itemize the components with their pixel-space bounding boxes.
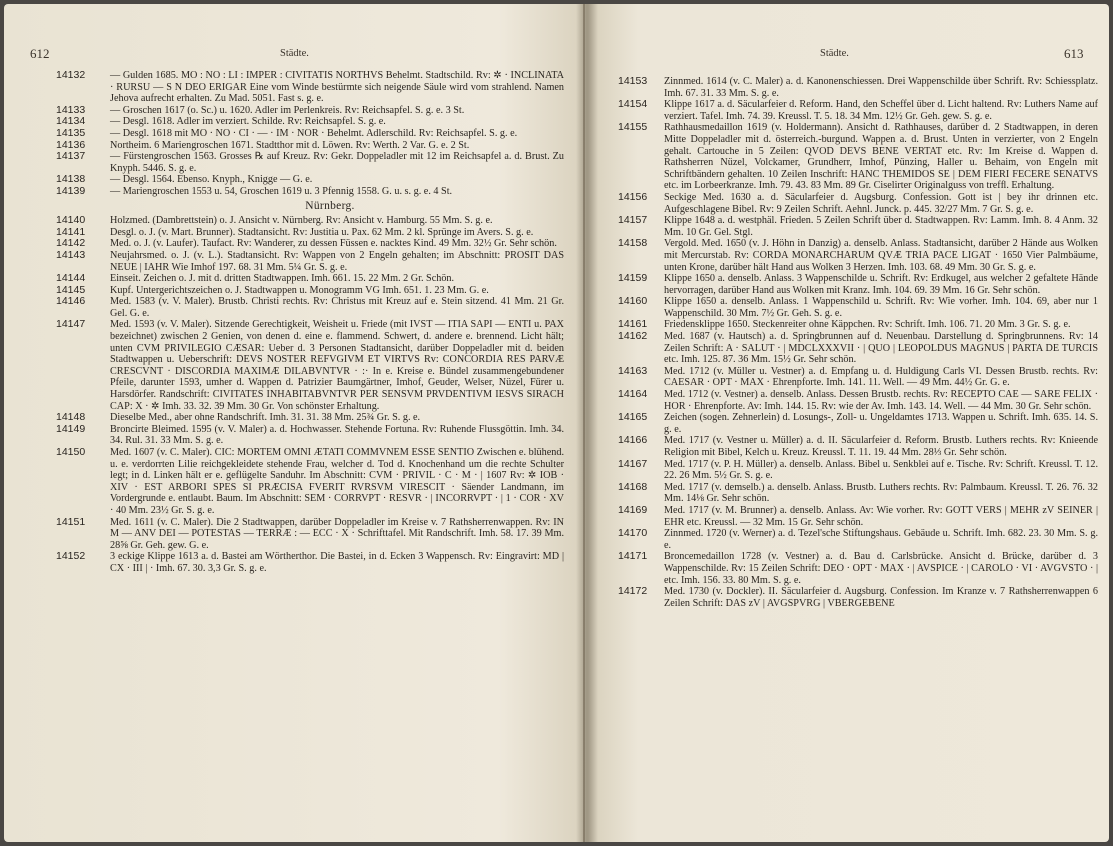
catalog-entry [618, 482, 1098, 505]
catalog-entry [56, 140, 564, 152]
catalog-entry [618, 435, 1098, 458]
entry-text: Broncirte Bleimed. 1595 (v. V. Maler) a. d. Hochwasser. Stehende Fortuna. Rv: Ruhende Flussgöttin. Imh. 34. 34. Rul. 31. 33 Mm. S. g. e. [110, 423, 564, 447]
entry-number: 14167 [618, 457, 648, 470]
entry-text: Kupf. Untergerichtszeichen o. J. Stadtwappen u. Monogramm VG Imh. 651. 1. 23 Mm. G. e. [110, 284, 489, 296]
entry-text: Med. 1717 (v. P. H. Müller) a. denselb. Anlass. Bibel u. Senkblei auf e. Tische. Rv: Schrift. Kreussl. T. 12. 22. 26 Mm. 5½ Gr. S. g. e. [664, 458, 1098, 482]
catalog-entry [618, 192, 1098, 215]
entry-number: 14141 [56, 225, 86, 238]
entry-number: 14156 [618, 190, 648, 203]
entry-text: — Mariengroschen 1553 u. 54, Groschen 1619 u. 3 Pfennig 1558. G. u. s. g. e. 4 St. [110, 185, 453, 197]
entry-text: — Desgl. 1618 mit MO · NO · CI · — · IM · NOR · Behelmt. Adlerschild. Rv: Reichsapfel. S. g. e. [110, 127, 518, 139]
entry-text: Northeim. 6 Mariengroschen 1671. Stadtthor mit d. Löwen. Rv: Werth. 2 Var. G. e. 2 St. [110, 139, 470, 151]
left-column [56, 70, 564, 575]
entry-text: — Gulden 1685. MO : NO : LI : IMPER : CIVITATIS NORTHVS Behelmt. Stadtschild. Rv: ✲ · INCLINATA · RURSU — S N DEO ERIGAR Eine vom Winde bestürmte sich neigende Säule wird vom strahlend. Namen Jehova aufrecht erhalten. Zu Mad. 5051. Fast s. g. e. [110, 70, 564, 105]
entry-number: 14158 [618, 237, 648, 250]
left-page [4, 4, 586, 842]
entry-number: 14150 [56, 446, 86, 458]
entry-number: 14143 [56, 248, 86, 261]
catalog-entry [618, 99, 1098, 122]
entry-text: Klippe 1648 a. d. westphäl. Frieden. 5 Zeilen Schrift über d. Stadtwappen. Rv: Lamm. Imh. 8. 4 Anm. 32 Mm. 10 Gr. Gel. Stgl. [664, 215, 1098, 238]
entry-number: 14161 [618, 318, 648, 331]
entry-number: 14132 [56, 69, 86, 81]
entry-text: Neujahrsmed. o. J. (v. L.). Stadtansicht. Rv: Wappen von 2 Engeln gehalten; im Abschnitt: PROSIT DAS NEUE | IAHR Wie Imhof 197. 68. 31 Mm. 5¼ Gr. S. g. e. [110, 249, 564, 273]
entry-number: 14169 [618, 503, 648, 516]
entry-number: 14151 [56, 515, 86, 528]
catalog-entry [56, 296, 564, 319]
catalog-entry [618, 505, 1098, 528]
catalog-entry [56, 447, 564, 517]
entry-number: 14134 [56, 115, 86, 128]
entry-number: 14160 [618, 295, 648, 308]
entry-text: Med. 1717 (v. demselb.) a. denselb. Anlass. Brustb. Luthers rechts. Rv: Palmbaum. Kreussl. T. 26. 76. 32 Mm. 14⅛ Gr. Sehr schön. [664, 481, 1098, 505]
entry-text: Friedensklippe 1650. Steckenreiter ohne Käppchen. Rv: Schrift. Imh. 106. 71. 20 Mm. 3 Gr. S. g. e. [664, 319, 1071, 331]
entry-number: 14170 [618, 527, 648, 540]
book-gutter [576, 4, 598, 842]
entry-text: Klippe 1650 a. denselb. Anlass. 3 Wappenschilde u. Schrift. Rv: Erdkugel, aus welcher 2 gefaltete Hände hervorragen, darüber Hand aus Wolken mit Kranz. Imh. 104. 69. 39 Mm. 16 Gr. Sehr schön. [664, 273, 1098, 296]
entry-text: Med. 1712 (v. Müller u. Vestner) a. d. Empfang u. d. Huldigung Carls VI. Dessen Brustb. rechts. Rv: CAESAR · OPT · MAX · Ehrenpforte. Imh. 141. 11. Well. — 49 Mm. 44½ Gr. G. e. [664, 365, 1098, 389]
catalog-entry [618, 319, 1098, 331]
entry-text: Broncemedaillon 1728 (v. Vestner) a. d. Bau d. Carlsbrücke. Ansicht d. Brücke, darüber d. 3 Wappenschilde. Rv: 15 Zeilen Schrift: DEO · OPT · MAX · | AVSPICE · | CAROLO · VI · AVGVSTO · | etc. Imh. 156. 33. 80 Mm. S. g. e. [664, 551, 1098, 586]
catalog-entry [56, 238, 564, 250]
entry-text: — Desgl. 1564. Ebenso. Knyph., Knigge — G. e. [110, 174, 313, 186]
catalog-entry [618, 296, 1098, 319]
entry-number: 14157 [618, 214, 648, 227]
section-heading: Nürnberg. [305, 199, 355, 212]
running-head-right: Städte. [820, 48, 849, 59]
entry-list-after [56, 215, 564, 574]
entry-text: Dieselbe Med., aber ohne Randschrift. Imh. 31. 31. 38 Mm. 25¾ Gr. S. g. e. [110, 412, 421, 424]
entry-text: Med. 1717 (v. M. Brunner) a. denselb. Anlass. Av: Wie vorher. Rv: GOTT VERS | MEHR zV SEINER | EHR etc. Kreussl. — 32 Mm. 15 Gr. Sehr schön. [664, 504, 1098, 528]
running-head-left: Städte. [280, 48, 309, 59]
catalog-entry [56, 424, 564, 447]
entry-text: Med. o. J. (v. Laufer). Taufact. Rv: Wanderer, zu dessen Füssen e. nacktes Kind. 49 Mm. 32½ Gr. Sehr schön. [110, 238, 557, 250]
entry-list [618, 76, 1098, 609]
entry-number: 14159 [618, 272, 648, 285]
catalog-entry [56, 174, 564, 186]
page-number-right: 613 [1064, 46, 1084, 61]
entry-text: Seckige Med. 1630 a. d. Säcularfeier d. Augsburg. Confession. Gott ist | bey ihr drinnen etc. Aufgeschlagene Bibel. Rv: 9 Zeilen Schrift. Aehnl. Junck. p. 445. 32/27 Mm. 7 Gr. S. g. e. [664, 191, 1098, 215]
catalog-entry [618, 366, 1098, 389]
catalog-entry [618, 215, 1098, 238]
entry-text: Med. 1593 (v. V. Maler). Sitzende Gerechtigkeit, Weisheit u. Friede (mit IVST — ITIA SAPI — ENTI u. PAX bezeichnet) zwischen 2 Genien, von denen d. eine e. flammend. Schwert, d. andere e. brennend. Licht hält; unten CVM PRIVILEGIO CÆSAR: Ueber d. 3 Personen Stadtansicht, darüber Doppeladler mit d. beiden Stadtwappen u. Ueberschrift: DEVS NOSTER REFVGIVM ET VIRTVS Rv: CONCORDIA RES PARVÆ CRESCVNT · DISCORDIA MAXIMÆ DILABVNTVR · :· In e. Kreise e. Bündel zusammengebundener Pfeile, darunter 1593, umher d. Wappen d. Patrizier Baumgärtner, Imhof, Geuder, Welser, Nüzel, Fürer u. Harsdörfer. Randschrift: CIVITATES INHABITABVNTVR PER SENSVM PRVDENTIVM IESVS SIRACH CAP: X · ✲ Imh. 33. 32. 39 Mm. 30 Gr. Von schönster Erhaltung. [110, 319, 564, 412]
entry-text: Rathhausmedaillon 1619 (v. Holdermann). Ansicht d. Rathhauses, darüber d. 2 Stadtwappen, in deren Mitte Doppeladler mit d. österreich.-burgund. Wappen a. d. Brust. Unten in verzierter, von 2 Engeln gehalt. Cartouche in 5 Zeilen: QVOD DEVS BENE VERTAT etc. Rv: Im Kreise d. Wappen d. Rathsherren Nüzel, Volckamer, Grundherr, Imhof, Pünzing, Haller u. Behaim, von Engeln mit Schriftbändern gehalten. 10 Zeilen Inschrift: HANC THEMIDOS SE | DEM FIERI FECERE SENATVS etc. im Lorbeerkranze. Imh. 79. 43. 83 Mm. 89 Gr. Ciselirter Originalguss von trefﬂ. Erhaltung. [664, 122, 1098, 192]
entry-number: 14136 [56, 138, 86, 151]
catalog-entry [618, 412, 1098, 435]
catalog-entry [56, 105, 564, 117]
entry-number: 14142 [56, 237, 86, 250]
entry-number: 14147 [56, 318, 86, 331]
entry-number: 14137 [56, 150, 86, 163]
catalog-entry [56, 250, 564, 273]
catalog-entry [618, 331, 1098, 366]
entry-text: — Fürstengroschen 1563. Grosses ℞ auf Kreuz. Rv: Gekr. Doppeladler mit 12 im Reichsapfel a. d. Brust. Zu Knyph. 5446. S. g. e. [110, 151, 564, 174]
catalog-entry [56, 227, 564, 239]
entry-number: 14164 [618, 388, 648, 401]
entry-number: 14171 [618, 550, 648, 563]
entry-text: Med. 1712 (v. Vestner) a. denselb. Anlass. Dessen Brustb. rechts. Rv: RECEPTO CAE — SARE FELIX · HOR · Ehrenpforte. Av: Imh. 144. 15. Rv: wie der Av. Imh. 143. 14. Well. — 44 Mm. 30 Gr. Sehr schön. [664, 389, 1098, 412]
entry-text: Med. 1687 (v. Hautsch) a. d. Springbrunnen auf d. Neuenbau. Darstellung d. Springbrunnens. Rv: 14 Zeilen Schrift: A · SALUT · | MDCLXXXVII · | QUO | LEOPOLDUS MAGNUS | PARTA DE TURCIS etc. Imh. 125. 87. 36 Mm. 15½ Gr. Sehr schön. [664, 331, 1098, 366]
entry-number: 14166 [618, 434, 648, 447]
entry-number: 14139 [56, 184, 86, 197]
right-page [586, 4, 1109, 842]
book-spread [4, 4, 1109, 842]
catalog-entry [618, 273, 1098, 296]
entry-number: 14153 [618, 75, 648, 87]
entry-text: Desgl. o. J. (v. Mart. Brunner). Stadtansicht. Rv: Justitia u. Pax. 62 Mm. 2 kl. Sprünge im Avers. S. g. e. [110, 226, 534, 238]
catalog-entry [618, 459, 1098, 482]
entry-text: Med. 1730 (v. Dockler). II. Säcularfeier d. Augsburg. Confession. Im Kranze v. 7 Rathsherrenwappen 6 Zeilen Schrift: DAS zV | AVGSPVRG | VBERGEBENE [664, 586, 1098, 609]
entry-list-before [56, 70, 564, 198]
entry-text: Klippe 1650 a. denselb. Anlass. 1 Wappenschild u. Schrift. Rv: Wie vorher. Imh. 104. 69, aber nur 1 Wappenschild. 30 Mm. 7½ Gr. Geh. S. g. e. [664, 296, 1098, 319]
catalog-entry [618, 238, 1098, 273]
entry-number: 14152 [56, 550, 86, 563]
catalog-entry [56, 517, 564, 552]
catalog-entry [618, 76, 1098, 99]
entry-number: 14140 [56, 214, 86, 227]
entry-text: Med. 1611 (v. C. Maler). Die 2 Stadtwappen, darüber Doppeladler im Kreise v. 7 Rathsherrenwappen. Rv: IN M — ANV DEI — POTESTAS — TERRÆ : — ECC · X · Schrifttafel. Mit Randschrift. Imh. 58. 17. 39 Mm. 28⅝ Gr. Geh. gew. G. e. [110, 516, 564, 551]
entry-number: 14162 [618, 330, 648, 343]
entry-number: 14149 [56, 422, 86, 435]
entry-text: Med. 1607 (v. C. Maler). CIC: MORTEM OMNI ÆTATI COMMVNEM ESSE SENTIO Zwischen e. blühend. u. e. verdorrten Lilie reichgekleidete stehende Frau, welcher d. Tod d. Knochenhand um die rechte Schulter legt; in d. Linken hält er e. geflügelte Sanduhr. Im Abschnitt: CVM · PRIVIL · C · M · | 1607 Rv: ✲ IOB · XIV · EST ARBORI SPES SI PRÆCISA FVERIT RVRSVM VIRESCIT · Säender Landmann, im Vordergrunde e. entlaubt. Baum. Im Abschnitt: SEM · CORRVPT · RESVR · | INCORRVPT · | 1 · COR · XV · 40 Mm. 23½ Gr. S. g. e. [110, 447, 564, 516]
entry-number: 14154 [618, 98, 648, 111]
catalog-entry [56, 128, 564, 140]
entry-text: Klippe 1617 a. d. Säcularfeier d. Reform. Hand, den Scheffel über d. Licht haltend. Rv: Luthers Name auf verziert. Tafel. Imh. 74. 39. Kreussl. T. 5. 18. 34 Mm. 12½ Gr. Geh. gew. S. g. e. [664, 99, 1098, 122]
catalog-entry [56, 412, 564, 424]
catalog-entry [56, 285, 564, 297]
entry-number: 14135 [56, 126, 86, 139]
entry-number: 14163 [618, 364, 648, 377]
entry-number: 14165 [618, 411, 648, 424]
right-column [618, 76, 1098, 609]
catalog-entry [56, 116, 564, 128]
entry-text: Holzmed. (Dambrettstein) o. J. Ansicht v. Nürnberg. Rv: Ansicht v. Hamburg. 55 Mm. S. g. e. [110, 215, 493, 227]
catalog-entry [618, 389, 1098, 412]
entry-number: 14155 [618, 121, 648, 134]
entry-text: — Desgl. 1618. Adler im verziert. Schilde. Rv: Reichsapfel. S. g. e. [110, 116, 386, 128]
entry-text: Med. 1583 (v. V. Maler). Brustb. Christi rechts. Rv: Christus mit Kreuz auf e. Stein sitzend. 41 Mm. 21 Gr. Gel. G. e. [110, 296, 564, 319]
entry-number: 14168 [618, 480, 648, 493]
entry-number: 14138 [56, 173, 86, 186]
entry-text: Einseit. Zeichen o. J. mit d. dritten Stadtwappen. Imh. 661. 15. 22 Mm. 2 Gr. Schön. [110, 273, 455, 285]
catalog-entry [56, 551, 564, 574]
catalog-entry [56, 186, 564, 198]
entry-text: Med. 1717 (v. Vestner u. Müller) a. d. II. Säcularfeier d. Reform. Brustb. Luthers rechts. Rv: Knieende Religion mit Bibel, Kelch u. Kreuz. Kreussl. T. 11. 19. 44 Mm. 28⅓ Gr. Sehr schön. [664, 435, 1098, 458]
catalog-entry [56, 151, 564, 174]
catalog-entry [618, 122, 1098, 192]
catalog-entry [56, 273, 564, 285]
catalog-entry [618, 528, 1098, 551]
entry-text: 3 eckige Klippe 1613 a. d. Bastei am Wörtherthor. Die Bastei, in d. Ecken 3 Wappensch. Rv: Eingravirt: MD | CX · III | · Imh. 67. 30. 3,3 Gr. S. g. e. [110, 551, 564, 574]
entry-number: 14145 [56, 283, 86, 296]
entry-number: 14148 [56, 411, 86, 424]
page-edge [583, 4, 585, 842]
page-number-left: 612 [30, 46, 50, 61]
catalog-entry [618, 586, 1098, 609]
entry-text: Vergold. Med. 1650 (v. J. Höhn in Danzig) a. denselb. Anlass. Stadtansicht, darüber 2 Hände aus Wolken mit Mercurstab. Rv: CORDA MONARCHARUM QVÆ TRIA PACE LIGAT · 1650 Vier Palmbäume, unten Krone, darüber hält Hand aus Wolken 3 Herzen. Imh. 103. 68. 49 Mm. 30 Gr. S. g. e. [664, 238, 1098, 273]
entry-text: Zinnmed. 1720 (v. Werner) a. d. Tezel'sche Stiftungshaus. Gebäude u. Schrift. Imh. 682. 23. 30 Mm. S. g. e. [664, 528, 1098, 551]
entry-number: 14172 [618, 585, 648, 598]
entry-number: 14144 [56, 272, 86, 285]
catalog-entry [56, 319, 564, 412]
catalog-entry [56, 70, 564, 105]
entry-text: Zeichen (sogen. Zehnerlein) d. Losungs-, Zoll- u. Ungeldamtes 1713. Wappen u. Schrift. Imh. 635. 14. S. g. e. [664, 412, 1098, 435]
catalog-entry [56, 215, 564, 227]
entry-number: 14133 [56, 103, 86, 116]
entry-text: — Groschen 1617 (o. Sc.) u. 1620. Adler im Perlenkreis. Rv: Reichsapfel. S. g. e. 3 St. [110, 104, 465, 116]
catalog-entry [618, 551, 1098, 586]
entry-text: Zinnmed. 1614 (v. C. Maler) a. d. Kanonenschiessen. Drei Wappenschilde über Schrift. Rv: Schiessplatz. Imh. 67. 31. 33 Mm. S. g. e. [664, 76, 1098, 99]
entry-number: 14146 [56, 295, 86, 308]
